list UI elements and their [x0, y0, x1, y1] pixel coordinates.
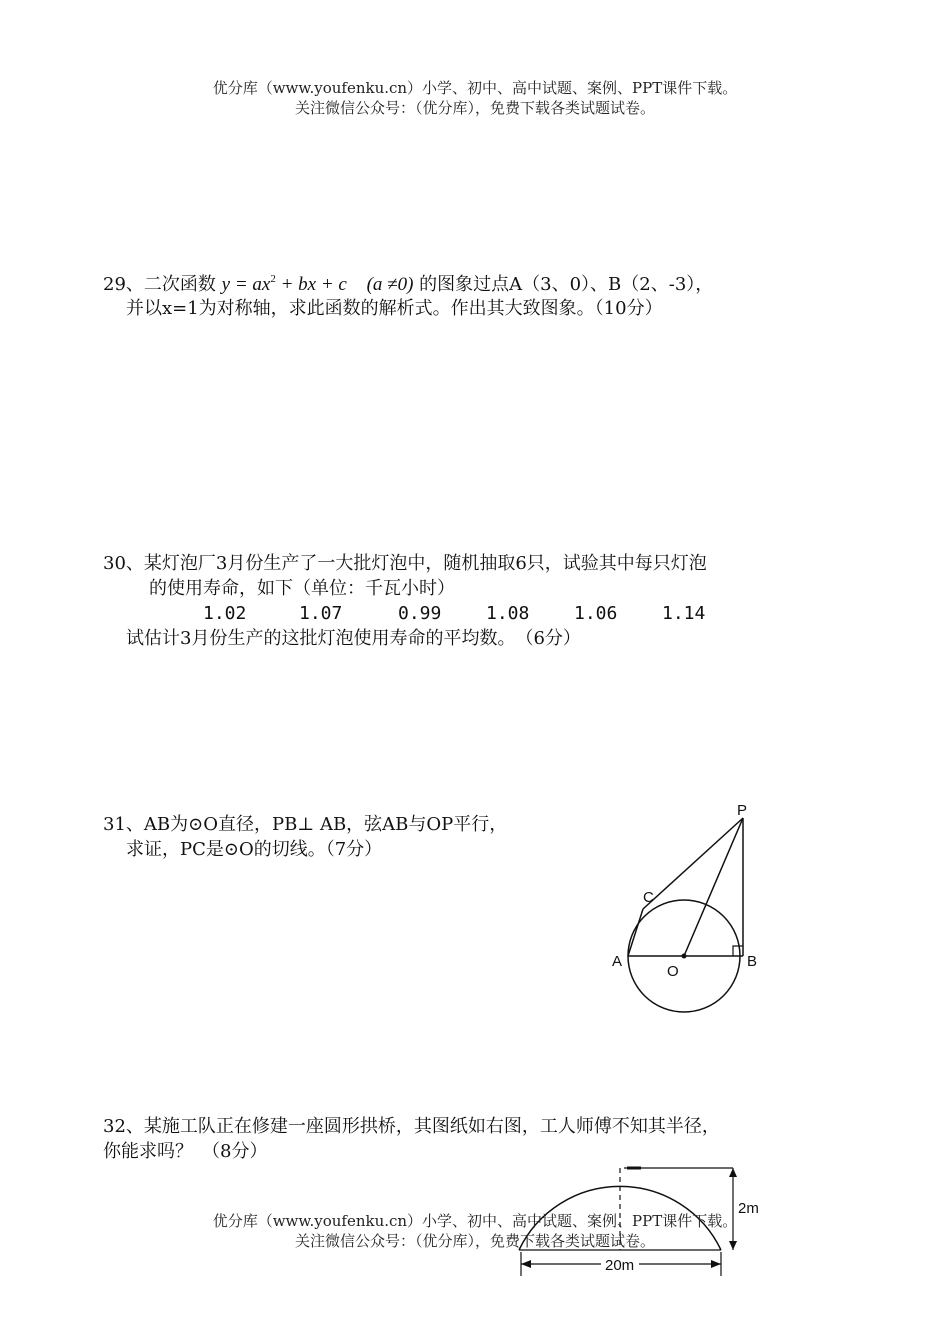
header-line-2: 关注微信公众号：（优分库），免费下载各类试题试卷。 — [294, 99, 655, 117]
chord-ac — [628, 909, 643, 956]
q30-value: 1.07 — [299, 603, 343, 624]
right-angle-mark — [733, 946, 743, 956]
footer-line-2: 关注微信公众号：（优分库），免费下载各类试题试卷。 — [294, 1232, 655, 1250]
question-31-line-1: 31、AB为⊙O直径，PB⊥ AB，弦AB与OP平行， — [103, 814, 508, 835]
question-30-line-4: 试估计3月份生产的这批灯泡使用寿命的平均数。 （6分） — [126, 628, 581, 649]
q30-values — [0, 601, 950, 627]
q30-value: 1.06 — [574, 603, 618, 624]
question-32-line-2: 你能求吗？ （8分） — [103, 1141, 268, 1162]
q29-formula: $y = ax^2$ + bx + c — [221, 273, 347, 295]
span-label: 20m — [605, 1257, 635, 1274]
label-c: C — [643, 889, 654, 906]
span-arrow-right — [711, 1260, 721, 1268]
q29-condition: (a ≠0) — [366, 274, 414, 295]
circle-tangent-figure — [600, 795, 780, 1025]
height-arrow-up — [729, 1168, 737, 1177]
tangent-pc — [643, 818, 743, 909]
footer-line-1: 优分库（www.youfenku.cn）小学、初中、高中试题、案例、PPT课件下载。 — [212, 1212, 738, 1230]
question-29-line-1 — [103, 266, 713, 298]
header-line-1: 优分库（www.youfenku.cn）小学、初中、高中试题、案例、PPT课件下载。 — [212, 79, 738, 97]
span-arrow-left — [521, 1260, 531, 1268]
q29-prefix: 29、二次函数 — [103, 274, 216, 295]
center-point — [682, 954, 687, 959]
height-label: 2m — [738, 1200, 759, 1217]
segment-op — [684, 818, 743, 956]
question-32-line-1: 32、某施工队正在修建一座圆形拱桥，其图纸如右图，工人师傅不知其半径， — [103, 1116, 720, 1137]
q30-value: 1.14 — [662, 603, 706, 624]
question-30-line-1: 30、某灯泡厂3月份生产了一大批灯泡中，随机抽取6只，试验其中每只灯泡 — [103, 553, 707, 574]
q30-value: 0.99 — [398, 603, 442, 624]
label-b: B — [747, 953, 758, 970]
label-a: A — [612, 953, 623, 970]
q30-value: 1.02 — [203, 603, 247, 624]
label-p: P — [737, 802, 748, 819]
question-30-line-2: 的使用寿命，如下（单位：千瓦小时） — [149, 578, 455, 599]
label-o: O — [667, 963, 679, 980]
q30-value: 1.08 — [486, 603, 530, 624]
q29-suffix: 的图象过点A（3、0）、B（2、-3）， — [419, 274, 714, 295]
question-31-line-2: 求证，PC是⊙O的切线。（7分） — [126, 839, 383, 860]
question-29-line-2: 并以x=1为对称轴，求此函数的解析式。作出其大致图象。（10分） — [126, 298, 663, 319]
